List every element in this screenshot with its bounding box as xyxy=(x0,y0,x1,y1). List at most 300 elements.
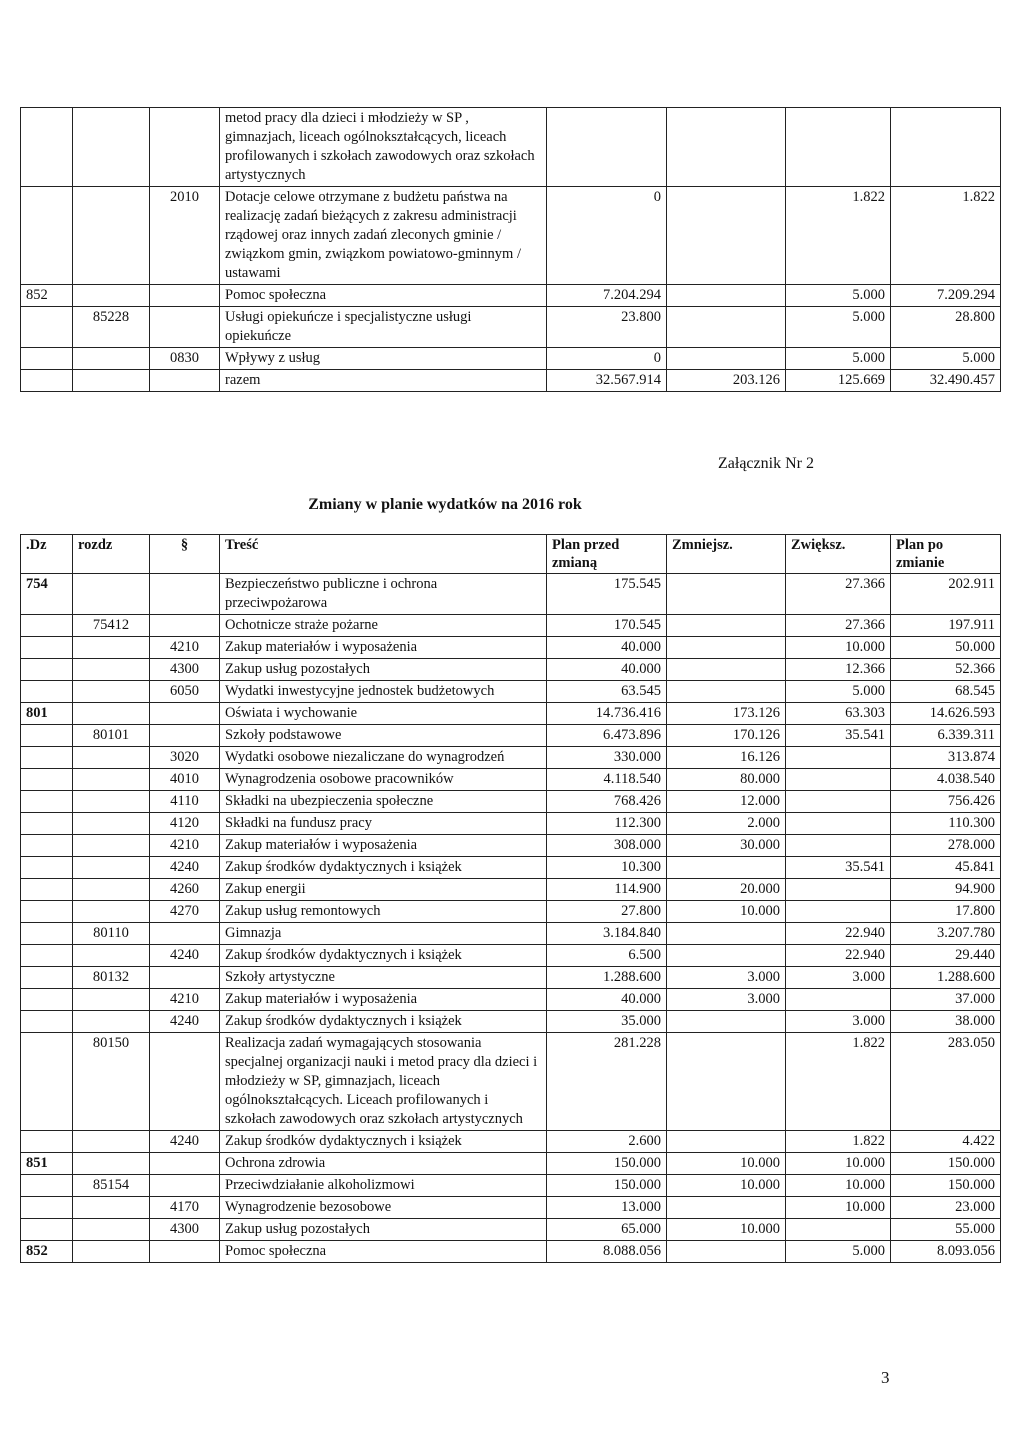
cell-zmniejsz: 30.000 xyxy=(667,835,786,857)
cell-zwieksz xyxy=(786,791,891,813)
cell-zmniejsz: 80.000 xyxy=(667,769,786,791)
cell-zwieksz: 10.000 xyxy=(786,1197,891,1219)
cell-paragraph: 4210 xyxy=(150,989,220,1011)
cell-paragraph: 4300 xyxy=(150,659,220,681)
cell-paragraph xyxy=(150,307,220,348)
cell-plan-po: 150.000 xyxy=(891,1153,1001,1175)
cell-plan-przed: 1.288.600 xyxy=(547,967,667,989)
cell-zwieksz xyxy=(786,769,891,791)
cell-tresc: Wydatki inwestycyjne jednostek budżetowych xyxy=(220,681,547,703)
cell-plan-po: 1.822 xyxy=(891,187,1001,285)
cell-plan-po xyxy=(891,108,1001,187)
header-rozdz: rozdz xyxy=(73,535,150,574)
cell-plan-po: 283.050 xyxy=(891,1033,1001,1131)
cell-dz xyxy=(21,967,73,989)
cell-plan-po: 94.900 xyxy=(891,879,1001,901)
cell-plan-po: 38.000 xyxy=(891,1011,1001,1033)
cell-plan-przed xyxy=(547,108,667,187)
cell-rozdz xyxy=(73,835,150,857)
table-row xyxy=(21,1219,1001,1241)
cell-paragraph: 4240 xyxy=(150,1131,220,1153)
cell-plan-po: 50.000 xyxy=(891,637,1001,659)
cell-plan-po: 17.800 xyxy=(891,901,1001,923)
cell-tresc: Składki na fundusz pracy xyxy=(220,813,547,835)
cell-zmniejsz: 10.000 xyxy=(667,1175,786,1197)
cell-plan-po: 150.000 xyxy=(891,1175,1001,1197)
cell-zmniejsz: 20.000 xyxy=(667,879,786,901)
cell-rozdz xyxy=(73,681,150,703)
cell-zmniejsz xyxy=(667,1197,786,1219)
cell-dz xyxy=(21,348,73,370)
cell-plan-przed: 13.000 xyxy=(547,1197,667,1219)
cell-dz xyxy=(21,857,73,879)
cell-zwieksz: 27.366 xyxy=(786,615,891,637)
table-row xyxy=(21,967,1001,989)
cell-dz xyxy=(21,1011,73,1033)
cell-zwieksz: 1.822 xyxy=(786,1033,891,1131)
cell-tresc: Przeciwdziałanie alkoholizmowi xyxy=(220,1175,547,1197)
cell-plan-po: 110.300 xyxy=(891,813,1001,835)
cell-rozdz xyxy=(73,747,150,769)
cell-zwieksz: 5.000 xyxy=(786,1241,891,1263)
cell-paragraph: 4240 xyxy=(150,857,220,879)
table-row xyxy=(21,681,1001,703)
cell-plan-przed: 330.000 xyxy=(547,747,667,769)
cell-tresc: Wydatki osobowe niezaliczane do wynagrodzeń xyxy=(220,747,547,769)
cell-plan-przed: 27.800 xyxy=(547,901,667,923)
cell-rozdz xyxy=(73,769,150,791)
cell-plan-po: 45.841 xyxy=(891,857,1001,879)
cell-plan-po: 68.545 xyxy=(891,681,1001,703)
cell-zwieksz: 10.000 xyxy=(786,637,891,659)
cell-plan-przed: 112.300 xyxy=(547,813,667,835)
cell-paragraph: 0830 xyxy=(150,348,220,370)
cell-dz xyxy=(21,989,73,1011)
cell-plan-przed: 40.000 xyxy=(547,637,667,659)
table-row xyxy=(21,1153,1001,1175)
cell-rozdz: 80110 xyxy=(73,923,150,945)
cell-plan-przed: 40.000 xyxy=(547,659,667,681)
cell-paragraph xyxy=(150,574,220,615)
cell-zwieksz: 35.541 xyxy=(786,857,891,879)
cell-dz xyxy=(21,747,73,769)
cell-plan-przed: 2.600 xyxy=(547,1131,667,1153)
table-row xyxy=(21,637,1001,659)
cell-plan-po: 29.440 xyxy=(891,945,1001,967)
cell-plan-po: 1.288.600 xyxy=(891,967,1001,989)
cell-plan-po: 14.626.593 xyxy=(891,703,1001,725)
cell-plan-po: 7.209.294 xyxy=(891,285,1001,307)
cell-plan-przed: 3.184.840 xyxy=(547,923,667,945)
cell-tresc: Szkoły podstawowe xyxy=(220,725,547,747)
cell-plan-przed: 32.567.914 xyxy=(547,370,667,392)
table-row xyxy=(21,1241,1001,1263)
cell-rozdz: 75412 xyxy=(73,615,150,637)
cell-dz xyxy=(21,1131,73,1153)
cell-tresc: Ochotnicze straże pożarne xyxy=(220,615,547,637)
cell-plan-po: 278.000 xyxy=(891,835,1001,857)
cell-paragraph xyxy=(150,615,220,637)
cell-zmniejsz xyxy=(667,1131,786,1153)
table-row xyxy=(21,108,1001,187)
cell-paragraph: 4210 xyxy=(150,637,220,659)
cell-rozdz xyxy=(73,1153,150,1175)
cell-dz xyxy=(21,1197,73,1219)
cell-zmniejsz xyxy=(667,923,786,945)
cell-zwieksz: 35.541 xyxy=(786,725,891,747)
cell-plan-przed: 281.228 xyxy=(547,1033,667,1131)
cell-dz xyxy=(21,879,73,901)
cell-dz xyxy=(21,901,73,923)
cell-plan-po: 6.339.311 xyxy=(891,725,1001,747)
table-row xyxy=(21,725,1001,747)
cell-zmniejsz xyxy=(667,857,786,879)
cell-rozdz: 80150 xyxy=(73,1033,150,1131)
cell-tresc: Bezpieczeństwo publiczne i ochrona przeciwpożarowa xyxy=(220,574,547,615)
cell-plan-po: 52.366 xyxy=(891,659,1001,681)
cell-tresc: Dotacje celowe otrzymane z budżetu państwa na realizację zadań bieżących z zakresu administracji rządowej oraz innych zadań zleconych gminie / związkom gmin, związkom powiatowo-gminnym / ustawami xyxy=(220,187,547,285)
cell-zwieksz: 10.000 xyxy=(786,1175,891,1197)
cell-zmniejsz xyxy=(667,615,786,637)
cell-paragraph: 4170 xyxy=(150,1197,220,1219)
cell-dz xyxy=(21,725,73,747)
cell-dz xyxy=(21,769,73,791)
cell-plan-przed: 114.900 xyxy=(547,879,667,901)
page-number: 3 xyxy=(881,1368,890,1387)
cell-plan-po: 32.490.457 xyxy=(891,370,1001,392)
cell-plan-przed: 40.000 xyxy=(547,989,667,1011)
cell-tresc: Składki na ubezpieczenia społeczne xyxy=(220,791,547,813)
cell-zwieksz: 27.366 xyxy=(786,574,891,615)
cell-zmniejsz xyxy=(667,1241,786,1263)
cell-rozdz xyxy=(73,370,150,392)
cell-paragraph: 4010 xyxy=(150,769,220,791)
cell-zmniejsz xyxy=(667,1033,786,1131)
header-zmniejsz: Zmniejsz. xyxy=(667,535,786,574)
cell-rozdz xyxy=(73,1241,150,1263)
cell-paragraph: 2010 xyxy=(150,187,220,285)
cell-zwieksz: 5.000 xyxy=(786,285,891,307)
cell-paragraph: 6050 xyxy=(150,681,220,703)
cell-zwieksz: 63.303 xyxy=(786,703,891,725)
cell-tresc: Zakup usług remontowych xyxy=(220,901,547,923)
cell-plan-przed: 170.545 xyxy=(547,615,667,637)
cell-paragraph: 4260 xyxy=(150,879,220,901)
cell-zmniejsz xyxy=(667,187,786,285)
cell-zmniejsz: 10.000 xyxy=(667,1219,786,1241)
cell-dz xyxy=(21,1219,73,1241)
cell-rozdz: 80132 xyxy=(73,967,150,989)
cell-rozdz xyxy=(73,1011,150,1033)
cell-plan-przed: 6.473.896 xyxy=(547,725,667,747)
table-row xyxy=(21,574,1001,615)
cell-plan-przed: 23.800 xyxy=(547,307,667,348)
cell-tresc: Pomoc społeczna xyxy=(220,1241,547,1263)
attachment-label: Załącznik Nr 2 xyxy=(718,455,814,472)
cell-tresc: Zakup środków dydaktycznych i książek xyxy=(220,1011,547,1033)
cell-paragraph: 4210 xyxy=(150,835,220,857)
cell-tresc: metod pracy dla dzieci i młodzieży w SP , gimnazjach, liceach ogólnokształcących, liceach profilowanych i szkołach zawodowych oraz szkołach artystycznych xyxy=(220,108,547,187)
cell-dz xyxy=(21,108,73,187)
cell-plan-przed: 150.000 xyxy=(547,1153,667,1175)
cell-zwieksz: 125.669 xyxy=(786,370,891,392)
table-row xyxy=(21,615,1001,637)
cell-dz xyxy=(21,1175,73,1197)
cell-dz xyxy=(21,659,73,681)
cell-rozdz: 85228 xyxy=(73,307,150,348)
cell-zmniejsz xyxy=(667,681,786,703)
cell-plan-po: 4.422 xyxy=(891,1131,1001,1153)
cell-plan-po: 55.000 xyxy=(891,1219,1001,1241)
cell-paragraph: 4270 xyxy=(150,901,220,923)
cell-rozdz xyxy=(73,945,150,967)
cell-zmniejsz xyxy=(667,637,786,659)
cell-zwieksz: 10.000 xyxy=(786,1153,891,1175)
cell-paragraph: 3020 xyxy=(150,747,220,769)
cell-plan-przed: 768.426 xyxy=(547,791,667,813)
cell-dz xyxy=(21,945,73,967)
cell-dz xyxy=(21,791,73,813)
cell-zwieksz: 1.822 xyxy=(786,1131,891,1153)
cell-zwieksz: 5.000 xyxy=(786,307,891,348)
cell-plan-po: 3.207.780 xyxy=(891,923,1001,945)
cell-paragraph xyxy=(150,703,220,725)
cell-rozdz xyxy=(73,813,150,835)
cell-tresc: Zakup materiałów i wyposażenia xyxy=(220,989,547,1011)
cell-plan-przed: 308.000 xyxy=(547,835,667,857)
cell-zmniejsz xyxy=(667,348,786,370)
cell-plan-po: 197.911 xyxy=(891,615,1001,637)
cell-tresc: Realizacja zadań wymagających stosowania specjalnej organizacji nauki i metod pracy dla dzieci i młodzieży w SP, gimnazjach, liceach ogólnokształcących. Liceach profilowanych i szkołach zawodowych oraz szkołach artystycznych xyxy=(220,1033,547,1131)
cell-plan-przed: 14.736.416 xyxy=(547,703,667,725)
cell-tresc: Oświata i wychowanie xyxy=(220,703,547,725)
cell-plan-przed: 0 xyxy=(547,187,667,285)
table-row xyxy=(21,989,1001,1011)
cell-tresc: Wpływy z usług xyxy=(220,348,547,370)
cell-paragraph xyxy=(150,923,220,945)
cell-zwieksz xyxy=(786,813,891,835)
cell-rozdz xyxy=(73,1197,150,1219)
header-plan-przed: Plan przed zmianą xyxy=(547,535,667,574)
cell-dz xyxy=(21,615,73,637)
cell-zmniejsz: 10.000 xyxy=(667,901,786,923)
header-dz: .Dz xyxy=(21,535,73,574)
header-zwieksz: Zwiększ. xyxy=(786,535,891,574)
cell-paragraph: 4240 xyxy=(150,1011,220,1033)
cell-tresc: Zakup materiałów i wyposażenia xyxy=(220,835,547,857)
cell-tresc: Zakup usług pozostałych xyxy=(220,659,547,681)
cell-rozdz xyxy=(73,879,150,901)
cell-paragraph: 4240 xyxy=(150,945,220,967)
table-row xyxy=(21,835,1001,857)
cell-zwieksz xyxy=(786,1219,891,1241)
table-row xyxy=(21,923,1001,945)
cell-tresc: Gimnazja xyxy=(220,923,547,945)
cell-zwieksz: 1.822 xyxy=(786,187,891,285)
cell-zwieksz: 3.000 xyxy=(786,967,891,989)
cell-paragraph xyxy=(150,285,220,307)
cell-plan-po: 8.093.056 xyxy=(891,1241,1001,1263)
cell-zmniejsz: 3.000 xyxy=(667,989,786,1011)
cell-plan-po: 202.911 xyxy=(891,574,1001,615)
cell-dz xyxy=(21,835,73,857)
cell-paragraph xyxy=(150,370,220,392)
cell-paragraph xyxy=(150,1175,220,1197)
cell-rozdz xyxy=(73,187,150,285)
cell-plan-po: 28.800 xyxy=(891,307,1001,348)
table-row xyxy=(21,769,1001,791)
cell-plan-przed: 175.545 xyxy=(547,574,667,615)
cell-zwieksz: 22.940 xyxy=(786,945,891,967)
cell-plan-przed: 65.000 xyxy=(547,1219,667,1241)
page-title: Zmiany w planie wydatków na 2016 rok xyxy=(308,496,582,513)
cell-plan-przed: 150.000 xyxy=(547,1175,667,1197)
cell-zwieksz: 5.000 xyxy=(786,681,891,703)
table-row xyxy=(21,285,1001,307)
cell-tresc: Szkoły artystyczne xyxy=(220,967,547,989)
cell-rozdz xyxy=(73,989,150,1011)
cell-paragraph xyxy=(150,725,220,747)
cell-zmniejsz: 3.000 xyxy=(667,967,786,989)
cell-zmniejsz: 12.000 xyxy=(667,791,786,813)
cell-plan-przed: 10.300 xyxy=(547,857,667,879)
cell-zwieksz xyxy=(786,747,891,769)
cell-zmniejsz xyxy=(667,659,786,681)
cell-plan-przed: 6.500 xyxy=(547,945,667,967)
cell-tresc: Pomoc społeczna xyxy=(220,285,547,307)
cell-plan-przed: 7.204.294 xyxy=(547,285,667,307)
cell-zmniejsz: 170.126 xyxy=(667,725,786,747)
cell-rozdz xyxy=(73,791,150,813)
cell-zmniejsz xyxy=(667,945,786,967)
cell-paragraph xyxy=(150,967,220,989)
cell-rozdz xyxy=(73,574,150,615)
cell-paragraph xyxy=(150,1241,220,1263)
cell-dz: 801 xyxy=(21,703,73,725)
cell-plan-po: 756.426 xyxy=(891,791,1001,813)
header-tresc: Treść xyxy=(220,535,547,574)
cell-dz xyxy=(21,813,73,835)
cell-plan-po: 313.874 xyxy=(891,747,1001,769)
cell-dz: 851 xyxy=(21,1153,73,1175)
cell-zwieksz xyxy=(786,835,891,857)
cell-paragraph: 4120 xyxy=(150,813,220,835)
table-row xyxy=(21,348,1001,370)
budget-expenses-table xyxy=(20,534,1001,1263)
cell-tresc: Zakup usług pozostałych xyxy=(220,1219,547,1241)
cell-tresc: Wynagrodzenia osobowe pracowników xyxy=(220,769,547,791)
budget-income-table xyxy=(20,107,1001,392)
cell-rozdz xyxy=(73,348,150,370)
cell-zmniejsz xyxy=(667,574,786,615)
cell-zmniejsz: 16.126 xyxy=(667,747,786,769)
cell-rozdz xyxy=(73,659,150,681)
cell-tresc: Wynagrodzenie bezosobowe xyxy=(220,1197,547,1219)
cell-zmniejsz xyxy=(667,307,786,348)
cell-zmniejsz xyxy=(667,285,786,307)
cell-rozdz xyxy=(73,703,150,725)
table-row xyxy=(21,813,1001,835)
cell-tresc: Zakup środków dydaktycznych i książek xyxy=(220,945,547,967)
table-row xyxy=(21,857,1001,879)
cell-tresc: Zakup środków dydaktycznych i książek xyxy=(220,1131,547,1153)
cell-zmniejsz: 10.000 xyxy=(667,1153,786,1175)
cell-zmniejsz: 203.126 xyxy=(667,370,786,392)
cell-plan-po: 23.000 xyxy=(891,1197,1001,1219)
cell-plan-po: 5.000 xyxy=(891,348,1001,370)
cell-plan-po: 37.000 xyxy=(891,989,1001,1011)
cell-zwieksz xyxy=(786,989,891,1011)
cell-tresc: Usługi opiekuńcze i specjalistyczne usługi opiekuńcze xyxy=(220,307,547,348)
table-row xyxy=(21,1175,1001,1197)
cell-plan-po: 4.038.540 xyxy=(891,769,1001,791)
table-row xyxy=(21,791,1001,813)
cell-plan-przed: 4.118.540 xyxy=(547,769,667,791)
cell-dz xyxy=(21,187,73,285)
cell-rozdz: 85154 xyxy=(73,1175,150,1197)
cell-tresc: Zakup energii xyxy=(220,879,547,901)
table-row xyxy=(21,307,1001,348)
cell-rozdz xyxy=(73,108,150,187)
cell-tresc: Zakup materiałów i wyposażenia xyxy=(220,637,547,659)
cell-paragraph: 4110 xyxy=(150,791,220,813)
cell-plan-przed: 63.545 xyxy=(547,681,667,703)
cell-tresc: Zakup środków dydaktycznych i książek xyxy=(220,857,547,879)
cell-zmniejsz: 2.000 xyxy=(667,813,786,835)
table-header-row xyxy=(21,535,1001,574)
cell-dz: 754 xyxy=(21,574,73,615)
cell-tresc: Ochrona zdrowia xyxy=(220,1153,547,1175)
cell-dz: 852 xyxy=(21,285,73,307)
cell-plan-przed: 0 xyxy=(547,348,667,370)
cell-rozdz: 80101 xyxy=(73,725,150,747)
cell-zwieksz xyxy=(786,108,891,187)
cell-rozdz xyxy=(73,857,150,879)
cell-dz xyxy=(21,307,73,348)
cell-dz: 852 xyxy=(21,1241,73,1263)
cell-paragraph: 4300 xyxy=(150,1219,220,1241)
cell-dz xyxy=(21,370,73,392)
cell-dz xyxy=(21,923,73,945)
table-row xyxy=(21,1033,1001,1131)
cell-dz xyxy=(21,681,73,703)
cell-rozdz xyxy=(73,637,150,659)
table-row xyxy=(21,187,1001,285)
cell-zwieksz: 5.000 xyxy=(786,348,891,370)
cell-dz xyxy=(21,637,73,659)
cell-zwieksz xyxy=(786,879,891,901)
cell-plan-przed: 35.000 xyxy=(547,1011,667,1033)
table-row xyxy=(21,747,1001,769)
table-row xyxy=(21,370,1001,392)
table-row xyxy=(21,1011,1001,1033)
cell-zmniejsz xyxy=(667,1011,786,1033)
cell-zwieksz: 12.366 xyxy=(786,659,891,681)
cell-rozdz xyxy=(73,285,150,307)
cell-plan-przed: 8.088.056 xyxy=(547,1241,667,1263)
header-paragraph: § xyxy=(150,535,220,574)
cell-tresc: razem xyxy=(220,370,547,392)
header-plan-po: Plan po zmianie xyxy=(891,535,1001,574)
cell-paragraph xyxy=(150,108,220,187)
table-row xyxy=(21,659,1001,681)
cell-rozdz xyxy=(73,901,150,923)
table-row xyxy=(21,901,1001,923)
cell-dz xyxy=(21,1033,73,1131)
cell-zwieksz: 22.940 xyxy=(786,923,891,945)
cell-zwieksz: 3.000 xyxy=(786,1011,891,1033)
cell-rozdz xyxy=(73,1219,150,1241)
